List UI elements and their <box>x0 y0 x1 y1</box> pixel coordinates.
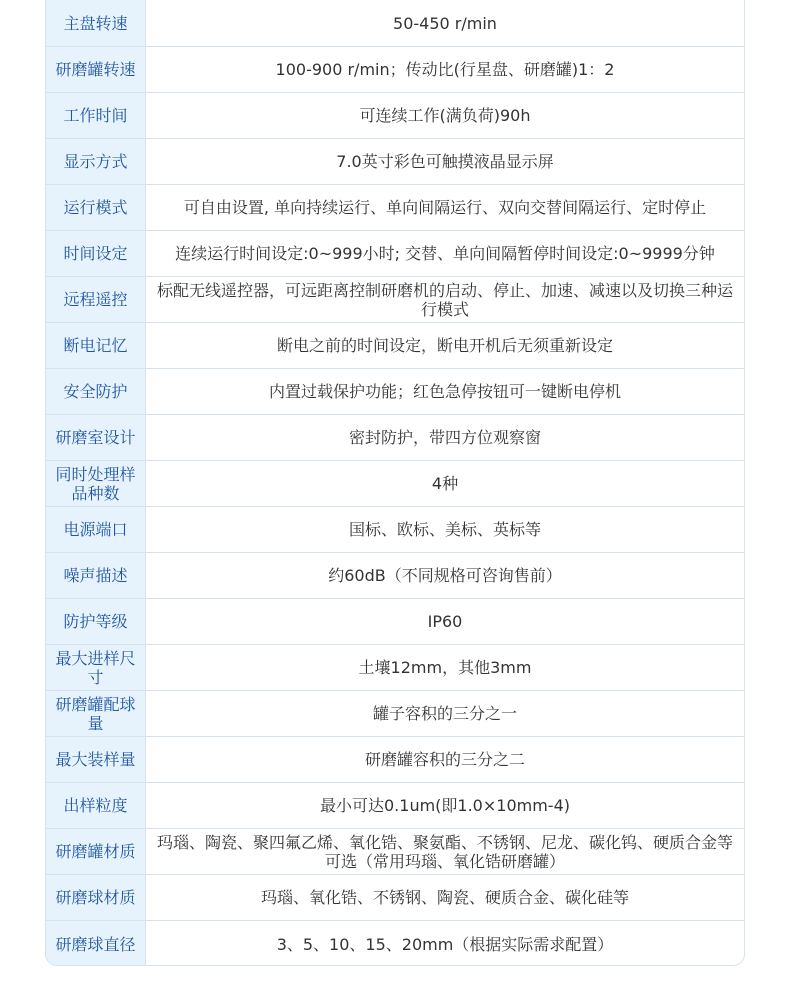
spec-label: 断电记忆 <box>46 323 146 368</box>
spec-value: 内置过载保护功能；红色急停按钮可一键断电停机 <box>268 382 621 401</box>
spec-row-noise <box>46 553 744 599</box>
spec-label: 研磨室设计 <box>46 415 146 460</box>
spec-value: 7.0英寸彩色可触摸液晶显示屏 <box>336 152 554 171</box>
spec-row-chamber-design <box>46 415 744 461</box>
spec-label: 最大装样量 <box>46 737 146 782</box>
spec-row-ball-load <box>46 691 744 737</box>
spec-row-jar-speed <box>46 47 744 93</box>
spec-value: 土壤12mm，其他3mm <box>358 658 532 677</box>
spec-value: 3、5、10、15、20mm（根据实际需求配置） <box>276 934 614 954</box>
spec-value: 可连续工作(满负荷)90h <box>359 106 531 125</box>
spec-row-safety <box>46 369 744 415</box>
spec-value: 约60dB（不同规格可咨询售前） <box>328 566 562 585</box>
spec-row-power-off-memory <box>46 323 744 369</box>
spec-label: 运行模式 <box>46 185 146 230</box>
spec-row-power-port <box>46 507 744 553</box>
spec-label: 工作时间 <box>46 93 146 138</box>
spec-row-remote-control <box>46 277 744 323</box>
spec-value: 国标、欧标、美标、英标等 <box>348 520 541 539</box>
spec-row-ball-diameter <box>46 921 744 966</box>
spec-row-working-time <box>46 93 744 139</box>
spec-row-main-disc-speed <box>46 0 744 47</box>
spec-value: 50-450 r/min <box>393 13 497 33</box>
spec-label: 主盘转速 <box>46 0 146 46</box>
spec-label: 噪声描述 <box>46 553 146 598</box>
spec-row-output-size <box>46 783 744 829</box>
spec-label: 远程遥控 <box>46 277 146 322</box>
spec-value: 断电之前的时间设定，断电开机后无须重新设定 <box>276 336 613 355</box>
spec-row-ball-material <box>46 875 744 921</box>
spec-row-display <box>46 139 744 185</box>
spec-value: 最小可达0.1um(即1.0×10mm-4) <box>320 796 570 815</box>
spec-row-max-sample-load <box>46 737 744 783</box>
spec-value: 玛瑙、陶瓷、聚四氟乙烯、氧化锆、聚氨酯、不锈钢、尼龙、碳化钨、硬质合金等可选（常用玛瑙、氧化锆研磨罐） <box>156 832 733 871</box>
spec-label: 防护等级 <box>46 599 146 644</box>
spec-row-jar-material <box>46 829 744 875</box>
spec-label: 显示方式 <box>46 139 146 184</box>
spec-label: 时间设定 <box>46 231 146 276</box>
spec-label: 研磨罐配球量 <box>46 691 146 736</box>
spec-table <box>45 0 745 966</box>
spec-value: 标配无线遥控器，可远距离控制研磨机的启动、停止、加速、减速以及切换三种运行模式 <box>156 280 733 319</box>
spec-value: 连续运行时间设定:0~999小时; 交替、单向间隔暂停时间设定:0~9999分钟 <box>175 244 715 263</box>
spec-label: 最大进样尺寸 <box>46 645 146 690</box>
spec-label: 研磨罐转速 <box>46 47 146 92</box>
spec-value: 4种 <box>431 474 459 493</box>
spec-row-max-feed-size <box>46 645 744 691</box>
spec-value: 密封防护，带四方位观察窗 <box>348 428 541 447</box>
spec-value: 100-900 r/min；传动比(行星盘、研磨罐)1：2 <box>275 60 615 79</box>
spec-value: 研磨罐容积的三分之二 <box>364 750 525 769</box>
spec-row-time-setting <box>46 231 744 277</box>
spec-label: 研磨球材质 <box>46 875 146 920</box>
spec-label: 研磨罐材质 <box>46 829 146 874</box>
spec-row-sample-types <box>46 461 744 507</box>
spec-value: 玛瑙、氧化锆、不锈钢、陶瓷、硬质合金、碳化硅等 <box>260 888 629 907</box>
spec-value: IP60 <box>427 612 463 631</box>
spec-row-protection-grade <box>46 599 744 645</box>
spec-value: 可自由设置, 单向持续运行、单向间隔运行、双向交替间隔运行、定时停止 <box>183 198 707 217</box>
spec-label: 同时处理样品种数 <box>46 461 146 506</box>
spec-label: 出样粒度 <box>46 783 146 828</box>
spec-row-run-mode <box>46 185 744 231</box>
spec-label: 安全防护 <box>46 369 146 414</box>
spec-value: 罐子容积的三分之一 <box>372 704 517 723</box>
spec-label: 研磨球直径 <box>46 921 146 966</box>
spec-label: 电源端口 <box>46 507 146 552</box>
